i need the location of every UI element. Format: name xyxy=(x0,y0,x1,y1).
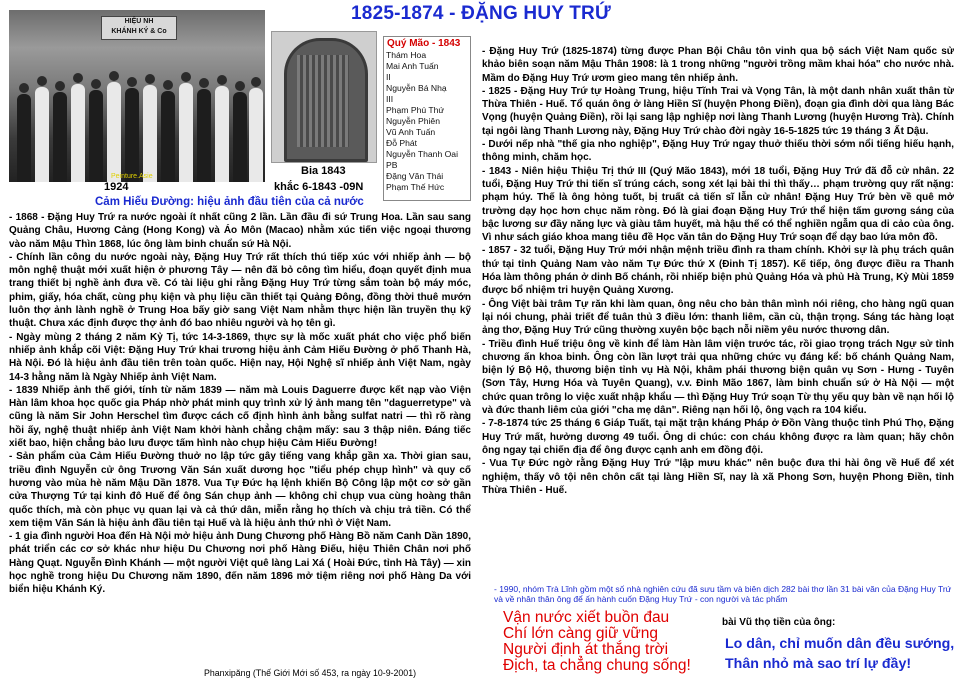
laureate-item: Nguyễn Thanh Oai xyxy=(386,149,458,159)
person-head xyxy=(235,81,245,91)
studio-group-photo xyxy=(9,10,265,182)
photo-watermark: Peinture.Asie xyxy=(111,173,153,180)
poem-line: Vận nước xiết buồn đau xyxy=(503,609,670,626)
page-title: 1825-1874 - ĐẶNG HUY TRỨ xyxy=(351,3,611,24)
person-figure xyxy=(89,90,103,182)
person-figure xyxy=(35,87,49,182)
person-head xyxy=(251,77,261,87)
right-paragraph: - Triều đình Huế triệu ông về kinh để làm Hàn lâm viện trước tác, rồi giao trọng trách Ngự sử tỉnh chương ấn khoa binh. Ông còn lần lượt trải qua những chức vụ đáng kể: bố chánh Quảng Nam, biện lý Bộ Hộ, thương biện tỉnh vụ Hà Nội, khâm phái thương biện quân vụ Sơn - Hưng - Tuyên (Sơn Tây, Hưng Hóa và Tuyên Quang), v.v. Đinh Mão 1867, làm binh chuẩn sứ ở Hà Nội — một chức quan trông lo việc xuất nhập khẩu — thì Đặng Huy Trứ soạn Từ thụ yếu quy bàn về nạn hối lộ và đức thanh liêm của giới "cha mẹ dân". Riêng nạn hối lộ, ông vạch ra 104 kiểu. xyxy=(482,338,954,417)
poem-line: Người định át thắng trời xyxy=(503,641,669,658)
stele-caption-2: khắc 6-1843 -09N xyxy=(274,181,364,193)
laureate-item: Phạm Thế Hức xyxy=(386,182,445,192)
stele-inscription xyxy=(297,55,349,147)
laureate-item: II xyxy=(386,72,391,82)
person-figure xyxy=(125,88,139,182)
right-paragraph: - Dưới nếp nhà "thế gia nho nghiệp", Đặng Huy Trứ ngay thuở thiếu thời sớm nổi tiếng hiếu hạnh, thông minh, chăm học. xyxy=(482,139,954,164)
poem-heading: bài Vũ thọ tiền của ông: xyxy=(722,617,836,628)
left-paragraph: - 1868 - Đặng Huy Trứ ra nước ngoài ít nhất cũng 2 lần. Lần đầu đi sứ Trung Hoa. Lần sau sang Quảng Châu, Hương Cảng (Hong Kong) và Áo Môn (Macao) nhằm xúc tiến việc ngoại thương vào năm Mậu Thìn 1868, lúc ông làm binh chuẩn sứ Hà Nội. xyxy=(9,212,471,250)
person-head xyxy=(199,78,209,88)
exam-laureates-box xyxy=(383,36,471,201)
person-head xyxy=(19,83,29,93)
stele-stone xyxy=(284,38,368,162)
laureate-item: Đỗ Phát xyxy=(386,138,418,148)
person-figure xyxy=(179,83,193,182)
laureate-item: III xyxy=(386,94,394,104)
person-head xyxy=(55,81,65,91)
person-figure xyxy=(215,86,229,182)
right-paragraph: - Đặng Huy Trứ (1825-1874) từng được Phan Bội Châu tôn vinh qua bộ sách Việt Nam quốc sử khảo biên soạn năm Mậu Thân 1908: là 1 trong những "người trồng mầm khai hóa" cho nước nhà. Mầm do Đặng Huy Trứ ươm gieo mang tên nhiếp ảnh. xyxy=(482,46,954,84)
research-note: - 1990, nhóm Trà Lĩnh gồm một số nhà nghiên cứu đã sưu tầm và biên dịch 282 bài thơ lần 31 bài văn của Đặng Huy Trứ và về nhân thân ông để ấn hành cuốn Đặng Huy Trứ - con người và tác phẩm xyxy=(494,584,952,604)
person-head xyxy=(91,79,101,89)
poem-blue xyxy=(725,634,954,674)
right-paragraph: - 1843 - Niên hiệu Thiệu Trị thứ III (Quý Mão 1843), mới 18 tuổi, Đặng Huy Trứ đã đỗ cử nhân. 22 tuổi, Đặng Huy Trứ thi tiến sĩ trúng cách, song xét lại bài thi thì thấy… phạm trường quy rất nặng: phạm húy. Thế là ông hỏng tuốt, bị truất cả tiến sĩ lẫn cử nhân! Đặng Huy Trứ bèn về quê mở trường dạy học hơn chục năm ròng. Đó là giai đoạn Đặng Huy Trứ thể hiện tấm gương sáng của bậc lương sư đầy năng lực và giàu tâm huyết, mà hậu thế có thể nghiền ngẫm qua di cảo của ông. Vì như sách giáo khoa mang tiêu đề Học văn tân do Đặng Huy Trứ soạn để dạy bao lứa môn đồ. xyxy=(482,165,954,244)
person-head xyxy=(181,72,191,82)
right-paragraph: - 1857 - 32 tuổi, Đặng Huy Trứ mới nhận mệnh triều đình ra tham chính. Khởi sự là phụ trách quân thứ tại tỉnh Quảng Nam vào năm Tự Đức thứ X (Đinh Tị 1857). Kế tiếp, ông được điều ra Thanh Hóa làm thông phán ở dinh Bố chánh, rồi nhiếp biện phủ Quảng Hóa và phủ Hà Trung, Kỷ Mùi 1859 được bổ nhiệm tri huyện Quảng Xương. xyxy=(482,245,954,297)
laureate-item: PB xyxy=(386,160,398,170)
person-figure xyxy=(161,91,175,182)
laureate-item: Thám Hoa xyxy=(386,50,427,60)
person-figure xyxy=(53,92,67,182)
source-credit: Phanxipăng (Thế Giới Mới số 453, ra ngày 10-9-2001) xyxy=(204,668,417,678)
poem-red xyxy=(503,610,691,674)
person-figure xyxy=(71,84,85,182)
laureate-item: Đặng Văn Thái xyxy=(386,171,444,181)
left-column xyxy=(9,211,471,597)
stele-photo xyxy=(271,31,377,163)
studio-sign: HIỆU NH KHÁNH KÝ & Co xyxy=(101,16,177,40)
person-head xyxy=(109,71,119,81)
poem-line: Chí lớn càng giữ vững xyxy=(503,625,658,642)
laureate-item: Nguyễn Phiên xyxy=(386,116,440,126)
person-head xyxy=(73,73,83,83)
left-paragraph: - Chính lần công du nước ngoài này, Đặng Huy Trứ rất thích thú tiếp xúc với nhiếp ảnh — bộ môn nghệ thuật mới xuất hiện ở phương Tây — nên đã bỏ công tìm hiểu, đoạn quyết định mua trang thiết bị nghề ảnh đưa về. Có tài liệu ghi rằng Đặng Huy Trứ từng sắm toàn bộ máy móc, phim, giấy, hóa chất, cùng phụ kiện và phụ liệu cần thiết tại Quảng Đông, đồng thời thuê mướn luôn thợ ảnh lành nghề ở Trung Hoa bấy giờ sang Việt Nam nhằm thực hiện lần truyền thụ kỹ thuật. Chưa xác định được thợ ảnh đó bao nhiêu người và họ tên gì. xyxy=(9,251,471,330)
person-figure xyxy=(249,88,263,182)
poem-line: Lo dân, chỉ muốn dân đều sướng, xyxy=(725,636,955,652)
right-paragraph: - Vua Tự Đức ngờ rằng Đặng Huy Trứ "lập mưu khác" nên buộc đưa thi hài ông về Huế để xét nghiệm, thấy vô tội nên chôn cất tại làng Hiền Sĩ, nay là xã Phong Sơn, huyện Phong Điền, tỉnh Thừa Thiên - Huế. xyxy=(482,458,954,496)
photo-caption: Cảm Hiếu Đường: hiệu ảnh đầu tiên của cả nước xyxy=(95,196,364,208)
right-paragraph: - 1825 - Đặng Huy Trứ tự Hoàng Trung, hiệu Tĩnh Trai và Vọng Tân, là một danh nhân xuất thân từ Thừa Thiên - Huế. Tổ quán ông ở làng Hiền Sĩ (huyện Phong Điền), đoạn gia đình dời qua làng Bác Vọng (huyện Quảng Điền), rồi lại sang lập nghiệp nơi làng Thanh Lương (huyện Hương Trà). Chính tại ngôi làng Thanh Lương này, Đặng Huy Trứ chào đời ngày 16-5-1825 tức 19 tháng 3 Ất Dậu. xyxy=(482,85,954,137)
person-figure xyxy=(233,92,247,182)
right-column xyxy=(482,45,954,497)
person-head xyxy=(127,77,137,87)
person-figure xyxy=(197,89,211,182)
person-figure xyxy=(17,94,31,182)
person-figure xyxy=(143,85,157,182)
laureate-item: Vũ Anh Tuấn xyxy=(386,127,436,137)
laureate-item: Nguyễn Bá Nhạ xyxy=(386,83,447,93)
right-paragraph: - Ông Việt bài trâm Tự răn khi làm quan, ông nêu cho bản thân mình nói riêng, cho hàng ngũ quan lại nói chung, phải triết để tuân thủ 3 điều lớn: thanh liêm, cần cù, thận trọng. Sáng tác hàng loạt ảng thơ, Đặng Huy Trứ cũng thường xuyên bộc bạch nỗi niềm yêu nước thương dân. xyxy=(482,298,954,337)
poem-line: Địch, ta chẳng chung sống! xyxy=(503,657,691,674)
left-paragraph: - Sản phẩm của Cảm Hiếu Đường thuở no lập tức gây tiếng vang khắp gần xa. Thời gian sau, triều đình Nguyễn cử ông Trương Văn Sán xuất dương học "tiểu phép chụp hình" và quy cố hương vào mùa hè năm Mậu Dần 1878. Vua Tự Đức hạ lệnh khiến Bộ Công lập một cơ sở gần cửa Thượng Tứ tại kinh đô Huế để ông Sán chụp ảnh — không chỉ chụp vua cùng hoàng thân quốc thích, mà còn phục vụ quan lại và cả thứ dân, miễn rằng họ thích và chịu trả tiền. Có thể xem tiệm Văn Sán là hiệu ảnh đầu tiên tại Huế và là hiệu ảnh thứ nhì ở Việt Nam. xyxy=(9,451,471,529)
photo-year-caption: 1924 xyxy=(104,181,129,193)
left-paragraph: - Ngày mùng 2 tháng 2 năm Kỷ Tị, tức 14-3-1869, thực sự là mốc xuất phát cho việc phổ biến nhiếp ảnh khắp cõi Việt: Đặng Huy Trứ khai trương hiệu ảnh Cảm Hiếu Đường ở phố Thanh Hà, Hà Nội. Đó là hiệu ảnh đầu tiên trên toàn quốc. Hiện nay, Hội Nghệ sĩ nhiếp ảnh Việt Nam, ngày 14-3 hằng năm là Ngày Nhiếp ảnh Việt Nam. xyxy=(9,331,471,383)
person-head xyxy=(163,80,173,90)
left-paragraph: - 1 gia đình người Hoa đến Hà Nội mở hiệu ảnh Dung Chương phố Hàng Bồ năm Canh Dần 1890, phát triển các cơ sở khác như hiệu Du Chương nơi phố Hàng Điếu, hiệu Thiên Chân nơi phố Hàng Quạt. Nguyễn Đình Khánh — một người Việt quê làng Lai Xá ( Hoài Đức, tỉnh Hà Tây) — xin học nghề trong hiệu Du Chương năm 1890, đến năm 1896 mở tiệm riêng nơi phố Hàng Da với biển hiệu Khánh Ký. xyxy=(9,531,471,596)
laureate-item: Mai Anh Tuấn xyxy=(386,61,439,71)
left-paragraph: - 1839 Nhiếp ảnh thế giới, tính từ năm 1839 — năm mà Louis Daguerre được kết nạp vào Viện Hàn lâm khoa học quốc gia Pháp nhờ phát minh quy trình xử lý ảnh mang tên "daguerretype" và cũng là năm Sir John Herschel tìm được cách cố định hình ảnh bằng sulfat natri — thì rõ ràng hồi ấy, nghệ thuật nhiếp ảnh Việt Nam khởi hành chẳng chậm mấy: sau 3 thập niên. Đáng tiếc xiết bao, hiện chẳng bảo lưu được tấm hình nào chụp hiệu Cảm Hiếu Đường! xyxy=(9,384,471,450)
person-head xyxy=(37,76,47,86)
poem-line: Thân nhỏ mà sao trí lự đầy! xyxy=(725,656,912,672)
person-head xyxy=(145,74,155,84)
stele-caption-1: Bia 1843 xyxy=(301,165,346,177)
laureate-item: Phạm Phú Thứ xyxy=(386,105,445,115)
right-paragraph: - 7-8-1874 tức 25 tháng 6 Giáp Tuất, tại mặt trận kháng Pháp ở Đồn Vàng thuộc tỉnh Phú Thọ, Đặng Huy Trứ mất, hưởng dương 49 tuổi. Ông di chúc: con cháu không được ra làm quan; hãy chôn ông ngay tại chiến địa để ông được cạnh anh em đồng đội. xyxy=(482,418,954,456)
person-head xyxy=(217,75,227,85)
laureates-heading: Quý Mão - 1843 xyxy=(387,38,461,49)
person-figure xyxy=(107,82,121,182)
